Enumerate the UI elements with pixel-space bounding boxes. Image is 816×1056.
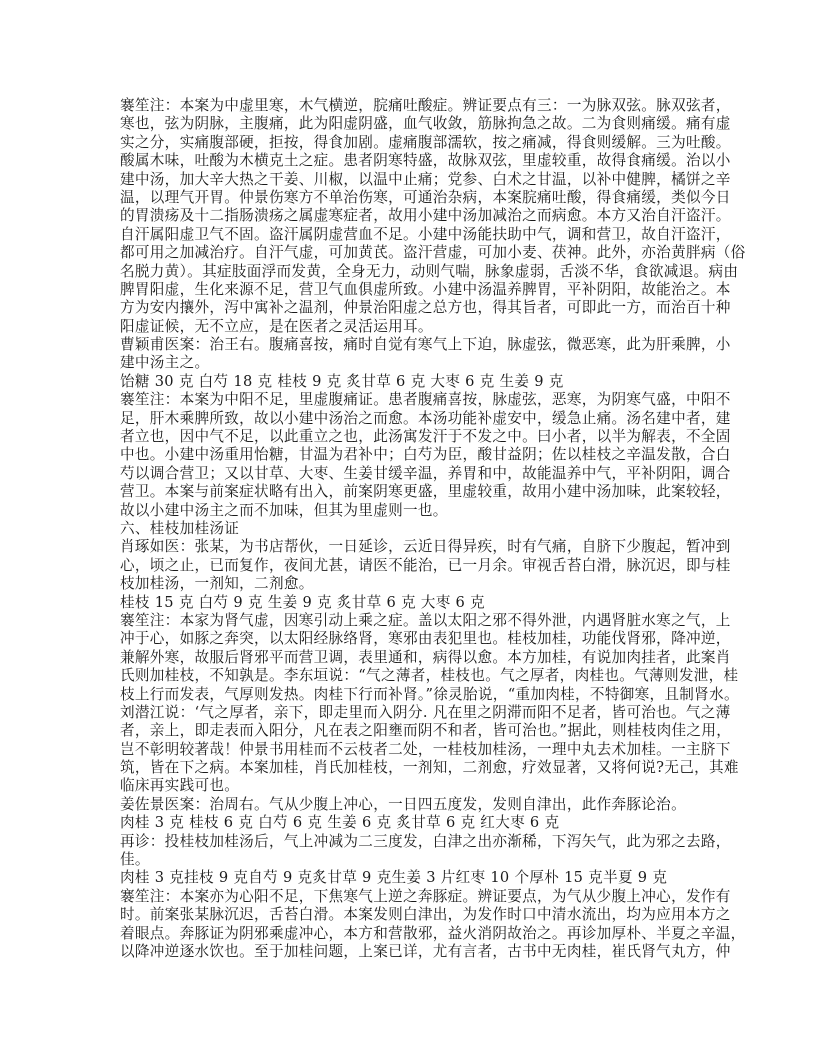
text-line: 枝上行而发表，气厚则发热。肉桂下行而补肾。”徐灵胎说，“重加肉桂，不特御寒，且制肾水。 [120, 685, 739, 703]
text-line: 以降冲逆逐水饮也。至于加桂问题，上案已详，尤有言者，古书中无肉桂，崔氏肾气丸方，仲 [120, 942, 731, 960]
text-line: 者，亲上，即走表而入阳分，凡在表之阳壅而阴不和者，皆可治也。”据此，则桂枝肉佳之用， [120, 722, 732, 740]
text-line: 氏则加桂枝，不知孰是。李东垣说：“气之薄者，桂枝也。气之厚者，肉桂也。气薄则发泄，桂 [120, 667, 739, 685]
text-line: 建中汤，加大辛大热之干姜、川椒，以温中止痛；党参、白术之甘温，以补中健脾，橘饼之辛 [120, 170, 731, 188]
text-line: 着眼点。奔豚证为阴邪乘虚冲心，本方和营散邪，益火消阴故治之。再诊加厚朴、半夏之辛温， [120, 924, 746, 942]
text-line: 兼解外寒，故服后肾邪平而营卫调，表里通和，病得以愈。本方加桂，有说加肉挂者，此案肖 [120, 648, 731, 666]
prescription-line: 饴糖 30 克 白芍 18 克 桂枝 9 克 炙甘草 6 克 大枣 6 克 生姜 9 克 [120, 372, 564, 390]
case-heading: 姜佐景医案：治周右。气从少腹上冲心，一日四五度发，发则自津出，此作奔豚论治。 [120, 795, 686, 813]
text-line: 名脱力黄）。其症肢面浮而发黄，全身无力，动则气喘，脉象虚弱，舌淡不华，食欲减退。病由 [120, 262, 739, 280]
text-line: 温，以理气开胃。仲景伤寒方不单治伤寒，可通治杂病，本案脘痛吐酸，得食痛缓，类似今日 [120, 188, 731, 206]
text-line: 筑，皆在下之病。本案加桂，肖氏加桂枝，一剂知，二剂愈，疗效显著，又将何说?无己，其难 [120, 759, 739, 777]
text-line: 岂不彰明较著哉！仲景书用桂而不云枝者二处，一桂枝加桂汤，一理中丸去术加桂。一主脐下 [120, 740, 731, 758]
commentary-line: 褰笙注：本家为肾气虚，因寒引动上乘之症。盖以太阳之邪不得外泄，内遇肾脏水寒之气，上 [120, 611, 731, 629]
text-line: 实之分，实痛腹部硬，拒按，得食加剧。虚痛腹部濡软，按之痛减，得食则缓解。三为吐酸。 [120, 133, 731, 151]
text-line: 佳。 [120, 851, 150, 869]
text-line: 临床再实践可也。 [120, 777, 240, 795]
text-line: 寒也，弦为阴脉，主腹痛，此为阳虚阴盛，血气收敛，筋脉拘急之故。二为食则痛缓。痛有虚 [120, 115, 731, 133]
text-line: 的胃溃疡及十二指肠溃疡之属虚寒症者，故用小建中汤加减治之而病愈。本方又治自汗盗汗。 [120, 207, 731, 225]
text-line: 建中汤主之。 [120, 354, 210, 372]
text-line: 冲于心，如豚之奔突，以太阳经脉络肾，寒邪由表犯里也。桂枝加桂，功能伐肾邪，降冲逆， [120, 630, 731, 648]
commentary-line: 褰笙注：本案亦为心阳不足，下焦寒气上逆之奔豚症。辨证要点，为气从少腹上冲心，发作有 [120, 887, 731, 905]
document-page [120, 97, 746, 961]
text-line: 脾胃阳虚，生化来源不足，营卫气血俱虚所致。小建中汤温养脾胃，平补阴阳，故能治之。本 [120, 280, 731, 298]
text-line: 时。前案张某脉沉迟，舌苔白滑。本案发则白津出，为发作时口中清水流出，均为应用本方之 [120, 906, 731, 924]
text-line: 中也。小建中汤重用怡糖，甘温为君补中；白芍为臣，酸甘益阴；佐以桂枝之辛温发散，合白 [120, 446, 731, 464]
case-heading: 曹颖甫医案：治王右。腹痛喜按，痛时自觉有寒气上下迫，脉虚弦，微恶寒，此为肝乘脾，小 [120, 336, 731, 354]
text-line: 枝加桂汤，一剂知，二剂愈。 [120, 575, 314, 593]
followup-line: 再诊：投桂枝加桂汤后，气上冲减为二三度发，白津之出亦渐稀，下泻矢气，此为邪之去路， [120, 832, 731, 850]
text-line: 阳虚证候，无不立应，是在医者之灵活运用耳。 [120, 317, 433, 335]
text-line: 足，肝木乘脾所致，故以小建中汤治之而愈。本汤功能补虚安中，缓急止痛。汤名建中者，建 [120, 409, 731, 427]
text-line: 心，顷之止，已而复作，夜间尤甚，请医不能治，已一月余。审视舌苔白滑，脉沉迟，即与桂 [120, 556, 731, 574]
prescription-line: 桂枝 15 克 白芍 9 克 生姜 9 克 炙甘草 6 克 大枣 6 克 [120, 593, 485, 611]
text-line: 者立也，因中气不足，以此重立之也，此汤寓发汗于不发之中。曰小者，以半为解表，不全固 [120, 428, 731, 446]
prescription-line: 肉桂 3 克 桂枝 6 克 白芍 6 克 生姜 6 克 炙甘草 6 克 红大枣 6 克 [120, 814, 560, 832]
text-line: 营卫。本案与前案症状略有出入，前案阴寒更盛，里虚较重，故用小建中汤加味，此案较轻， [120, 483, 731, 501]
prescription-line: 肉桂 3 克挂枝 9 克自芍 9 克炙甘草 9 克生姜 3 片红枣 10 个厚朴 15 克半夏 9 克 [120, 869, 668, 887]
section-heading: 六、桂枝加桂汤证 [120, 519, 240, 537]
text-line: 褰笙注：本案为中虚里寒，木气横逆，脘痛吐酸症。辨证要点有三：一为脉双弦。脉双弦者， [120, 97, 731, 114]
text-line: 刘潜江说：‘气之厚者，亲下，即走里而入阴分. 凡在里之阴滞而阳不足者，皆可治也。气之薄 [120, 703, 731, 721]
text-line: 都可用之加减治疗。自汗气虚，可加黄芪。盗汗营虚，可加小麦、茯神。此外，亦治黄胖病（俗 [120, 244, 746, 262]
case-heading: 肖琢如医：张某，为书店帮伙，一日延诊，云近日得异疾，时有气痛，自脐下少腹起，暂冲到 [120, 538, 731, 556]
text-line: 芍以调合营卫；又以甘草、大枣、生姜甘缓辛温，养胃和中，故能温养中气，平补阴阳，调合 [120, 464, 731, 482]
text-line: 自汗属阳虚卫气不固。盗汗属阴虚营血不足。小建中汤能扶助中气，调和营卫，故自汗盗汗， [120, 225, 731, 243]
commentary-line: 褰笙注：本案为中阳不足，里虚腹痛证。患者腹痛喜按，脉虚弦，恶寒，为阴寒气盛，中阳不 [120, 391, 731, 409]
text-line: 方为安内攘外，泻中寓补之温剂，仲景治阳虚之总方也，得其旨者，可即此一方，而治百十种 [120, 299, 731, 317]
text-line: 酸属木味，吐酸为木横克土之症。患者阴寒特盛，故脉双弦，里虚较重，故得食痛缓。治以小 [120, 152, 731, 170]
text-line: 故以小建中汤主之而不加味，但其为里虚则一也。 [120, 501, 448, 519]
